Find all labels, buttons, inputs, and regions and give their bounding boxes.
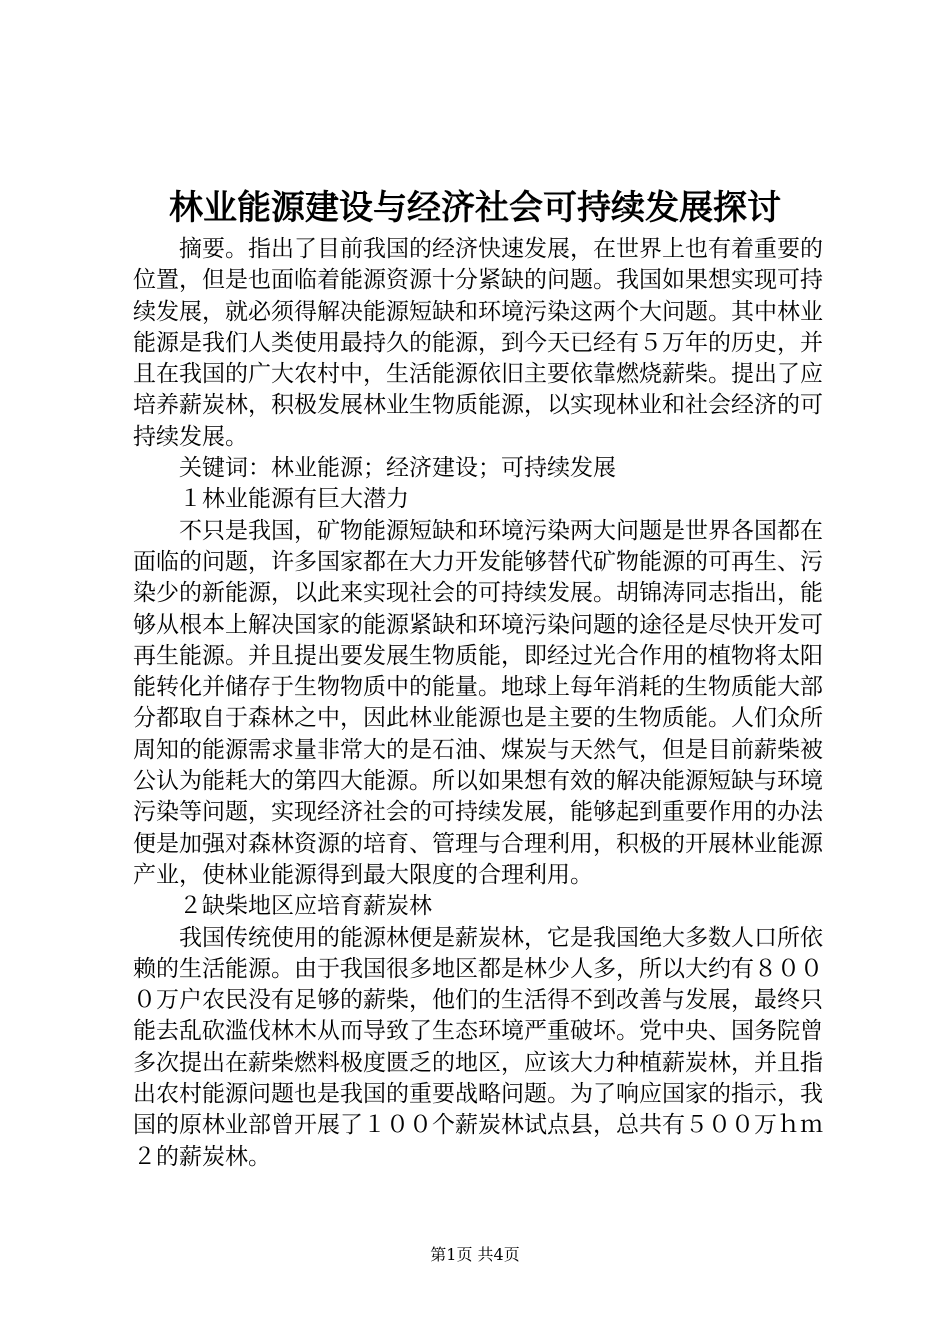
section-heading-2: ２缺柴地区应培育薪炭林 <box>179 893 432 920</box>
keywords-paragraph: 关键词：林业能源；经济建设；可持续发展 <box>179 455 616 482</box>
section-2-paragraph: 我国传统使用的能源林便是薪炭林，它是我国绝大多数人口所依赖的生活能源。由于我国很多地区都是林少人多，所以大约有８０００万户农民没有足够的薪柴，他们的生活得不到改善与发展，最终只能去乱砍滥伐林木从而导致了生态环境严重破坏。党中央、国务院曾多次提出在薪柴燃料极度匮乏的地区，应该大力种植薪炭林，并且指出农村能源问题也是我国的重要战略问题。为了响应国家的指示，我国的原林业部曾开展了１００个薪炭林试点县，总共有５００万ｈｍ２的薪炭林。 <box>133 924 823 1170</box>
document-title: 林业能源建设与经济社会可持续发展探讨 <box>169 188 781 228</box>
section-1-paragraph: 不只是我国，矿物能源短缺和环境污染两大问题是世界各国都在面临的问题，许多国家都在大力开发能够替代矿物能源的可再生、污染少的新能源，以此来实现社会的可持续发展。胡锦涛同志指出，能够从根本上解决国家的能源紧缺和环境污染问题的途径是尽快开发可再生能源。并且提出要发展生物质能，即经过光合作用的植物将太阳能转化并储存于生物物质中的能量。地球上每年消耗的生物质能大部分都取自于森林之中，因此林业能源也是主要的生物质能。人们众所周知的能源需求量非常大的是石油、煤炭与天然气，但是目前薪柴被公认为能耗大的第四大能源。所以如果想有效的解决能源短缺与环境污染等问题，实现经济社会的可持续发展，能够起到重要作用的办法便是加强对森林资源的培育、管理与合理利用，积极的开展林业能源产业，使林业能源得到最大限度的合理利用。 <box>133 517 823 888</box>
page-footer: 第1页 共4页 <box>430 1245 520 1264</box>
document-body <box>133 234 823 1173</box>
section-heading-1: １林业能源有巨大潜力 <box>179 486 409 513</box>
abstract-paragraph: 摘要。指出了目前我国的经济快速发展，在世界上也有着重要的位置，但是也面临着能源资源十分紧缺的问题。我国如果想实现可持续发展，就必须得解决能源短缺和环境污染这两个大问题。其中林业能源是我们人类使用最持久的能源，到今天已经有５万年的历史，并且在我国的广大农村中，生活能源依旧主要依靠燃烧薪柴。提出了应培养薪炭林，积极发展林业生物质能源，以实现林业和社会经济的可持续发展。 <box>133 236 823 450</box>
